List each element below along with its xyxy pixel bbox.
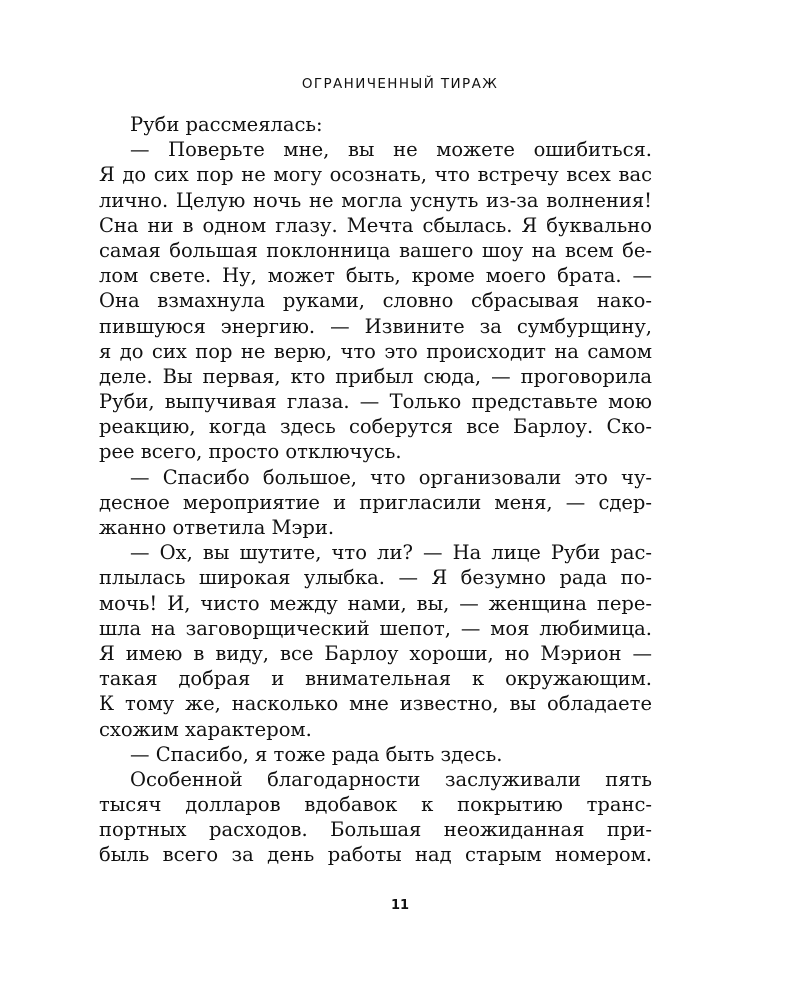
- text-line: Сна ни в одном глазу. Мечта сбылась. Я буквально: [99, 213, 652, 237]
- text-line: Руби, выпучивая глаза. — Только представьте мою: [99, 390, 652, 414]
- text-line: жанно ответила Мэри.: [99, 516, 335, 539]
- text-line: — Спасибо, я тоже рада быть здесь.: [130, 742, 503, 766]
- text-line: Я имею в виду, все Барлоу хороши, но Мэрион —: [99, 641, 652, 665]
- running-header: ОГРАНИЧЕННЫЙ ТИРАЖ: [301, 76, 499, 92]
- page-number: 11: [390, 898, 410, 913]
- text-line: — Поверьте мне, вы не можете ошибиться.: [130, 138, 652, 162]
- text-line: лом свете. Ну, может быть, кроме моего брата. —: [99, 264, 652, 288]
- text-line: шла на заговорщический шепот, — моя любимица.: [99, 616, 652, 640]
- text-line: К тому же, насколько мне известно, вы обладаете: [99, 692, 652, 716]
- text-line: я до сих пор не верю, что это происходит на самом: [99, 339, 652, 363]
- text-line: Она взмахнула руками, словно сбрасывая нако-: [99, 289, 652, 313]
- text-line: быль всего за день работы над старым номером.: [99, 843, 652, 867]
- text-line: Особенной благодарности заслуживали пять: [130, 767, 652, 791]
- text-line: десное мероприятие и пригласили меня, — сдер-: [99, 490, 652, 514]
- text-line: самая большая поклонница вашего шоу на всем бе-: [99, 238, 652, 262]
- text-line: мочь! И, чисто между нами, вы, — женщина пере-: [99, 591, 652, 615]
- text-line: лично. Целую ночь не могла уснуть из-за волнения!: [99, 188, 652, 212]
- text-line: — Ох, вы шутите, что ли? — На лице Руби рас-: [130, 541, 652, 565]
- text-line: портных расходов. Большая неожиданная при-: [99, 818, 652, 842]
- text-line: деле. Вы первая, кто прибыл сюда, — проговорила: [99, 364, 652, 388]
- text-line: рее всего, просто отключусь.: [99, 440, 402, 464]
- text-line: — Спасибо большое, что организовали это чу-: [130, 465, 652, 489]
- body-text: [99, 112, 652, 868]
- text-line: Я до сих пор не могу осознать, что встречу всех вас: [99, 163, 652, 187]
- text-line: плылась широкая улыбка. — Я безумно рада по-: [99, 566, 652, 590]
- text-line: реакцию, когда здесь соберутся все Барлоу. Ско-: [99, 415, 652, 439]
- text-line: такая добрая и внимательная к окружающим.: [99, 667, 652, 691]
- text-line: Руби рассмеялась:: [130, 113, 323, 136]
- text-line: тысяч долларов вдобавок к покрытию транс-: [99, 793, 652, 817]
- text-line: схожим характером.: [99, 717, 312, 741]
- text-line: пившуюся энергию. — Извините за сумбурщину,: [99, 314, 652, 338]
